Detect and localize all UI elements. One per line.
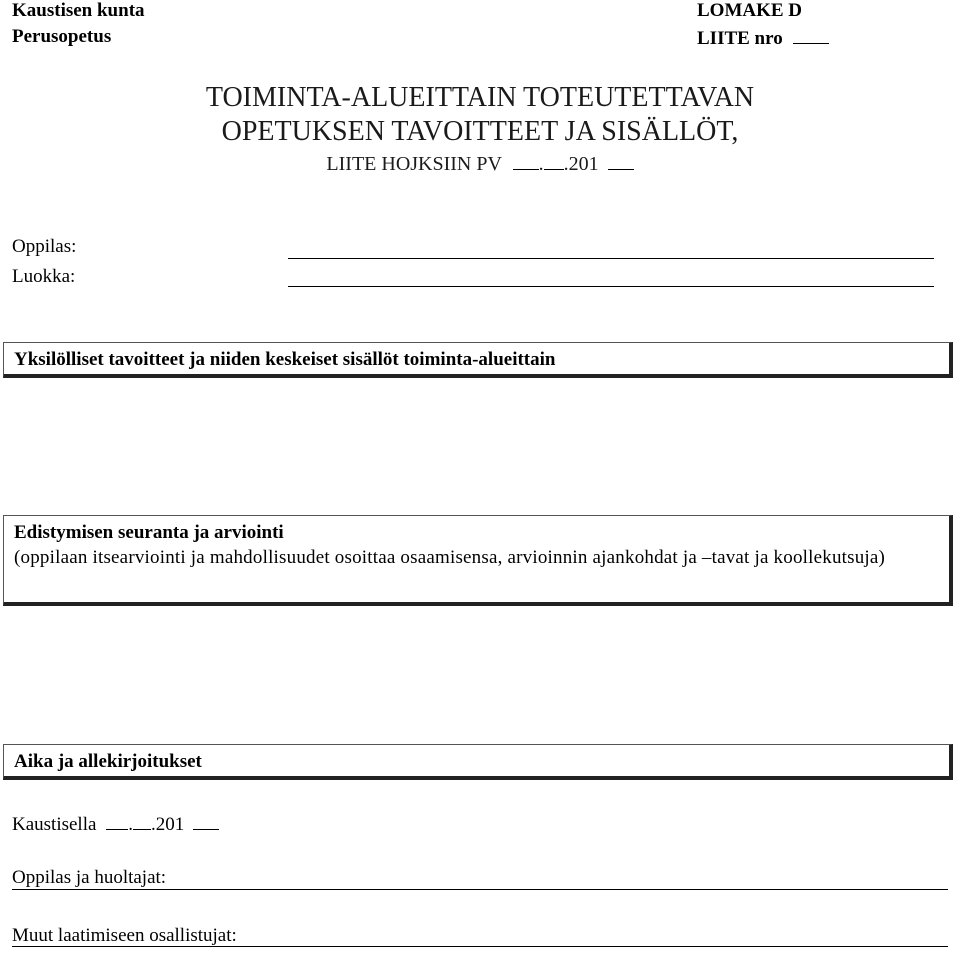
others-signature-line[interactable]	[12, 946, 948, 947]
title-line3-prefix: LIITE HOJKSIIN PV	[326, 153, 502, 175]
document-title-line2: OPETUKSEN TAVOITTEET JA SISÄLLÖT,	[221, 116, 739, 147]
signatures-section-title: Aika ja allekirjoitukset	[14, 751, 202, 772]
goals-section-title: Yksilölliset tavoitteet ja niiden keskeiset sisällöt toiminta-alueittain	[14, 349, 556, 370]
progress-section-description: (oppilaan itsearviointi ja mahdollisuudet osoittaa osaamisensa, arvioinnin ajankohdat ja –tavat ja koollekutsuja)	[14, 547, 886, 568]
date-year-blank[interactable]	[608, 152, 634, 170]
document-title-line3: LIITE HOJKSIIN PV . .201	[0, 152, 960, 176]
attachment-label: LIITE nro	[697, 28, 783, 49]
attachment-number-blank[interactable]	[793, 26, 829, 44]
sign-year: .201	[150, 814, 185, 835]
attachment-number	[697, 26, 829, 50]
progress-section-title: Edistymisen seuranta ja arviointi	[14, 522, 284, 543]
progress-section	[3, 515, 953, 606]
class-field[interactable]	[288, 286, 934, 287]
form-id: LOMAKE D	[697, 0, 803, 21]
department-name: Perusopetus	[12, 26, 112, 47]
sign-month-blank[interactable]	[133, 812, 151, 830]
sign-year-blank[interactable]	[193, 812, 219, 830]
date-day-blank[interactable]	[513, 152, 539, 170]
place-label: Kaustisella	[12, 814, 97, 835]
class-label: Luokka:	[12, 266, 76, 287]
date-month-blank[interactable]	[544, 152, 564, 170]
guardians-label: Oppilas ja huoltajat:	[12, 867, 167, 888]
document-title-line1: TOIMINTA-ALUEITTAIN TOTEUTETTAVAN	[205, 82, 755, 113]
signatures-section	[3, 744, 953, 780]
others-label: Muut laatimiseen osallistujat:	[12, 925, 237, 946]
sign-day-blank[interactable]	[106, 812, 128, 830]
title-line3-year: .201	[563, 153, 599, 175]
goals-section	[3, 342, 953, 378]
student-label: Oppilas:	[12, 236, 77, 257]
guardians-signature-line[interactable]	[12, 889, 948, 890]
place-date-line: Kaustisella . .201	[12, 812, 219, 836]
municipality-name: Kaustisen kunta	[12, 0, 145, 21]
student-field[interactable]	[288, 258, 934, 259]
